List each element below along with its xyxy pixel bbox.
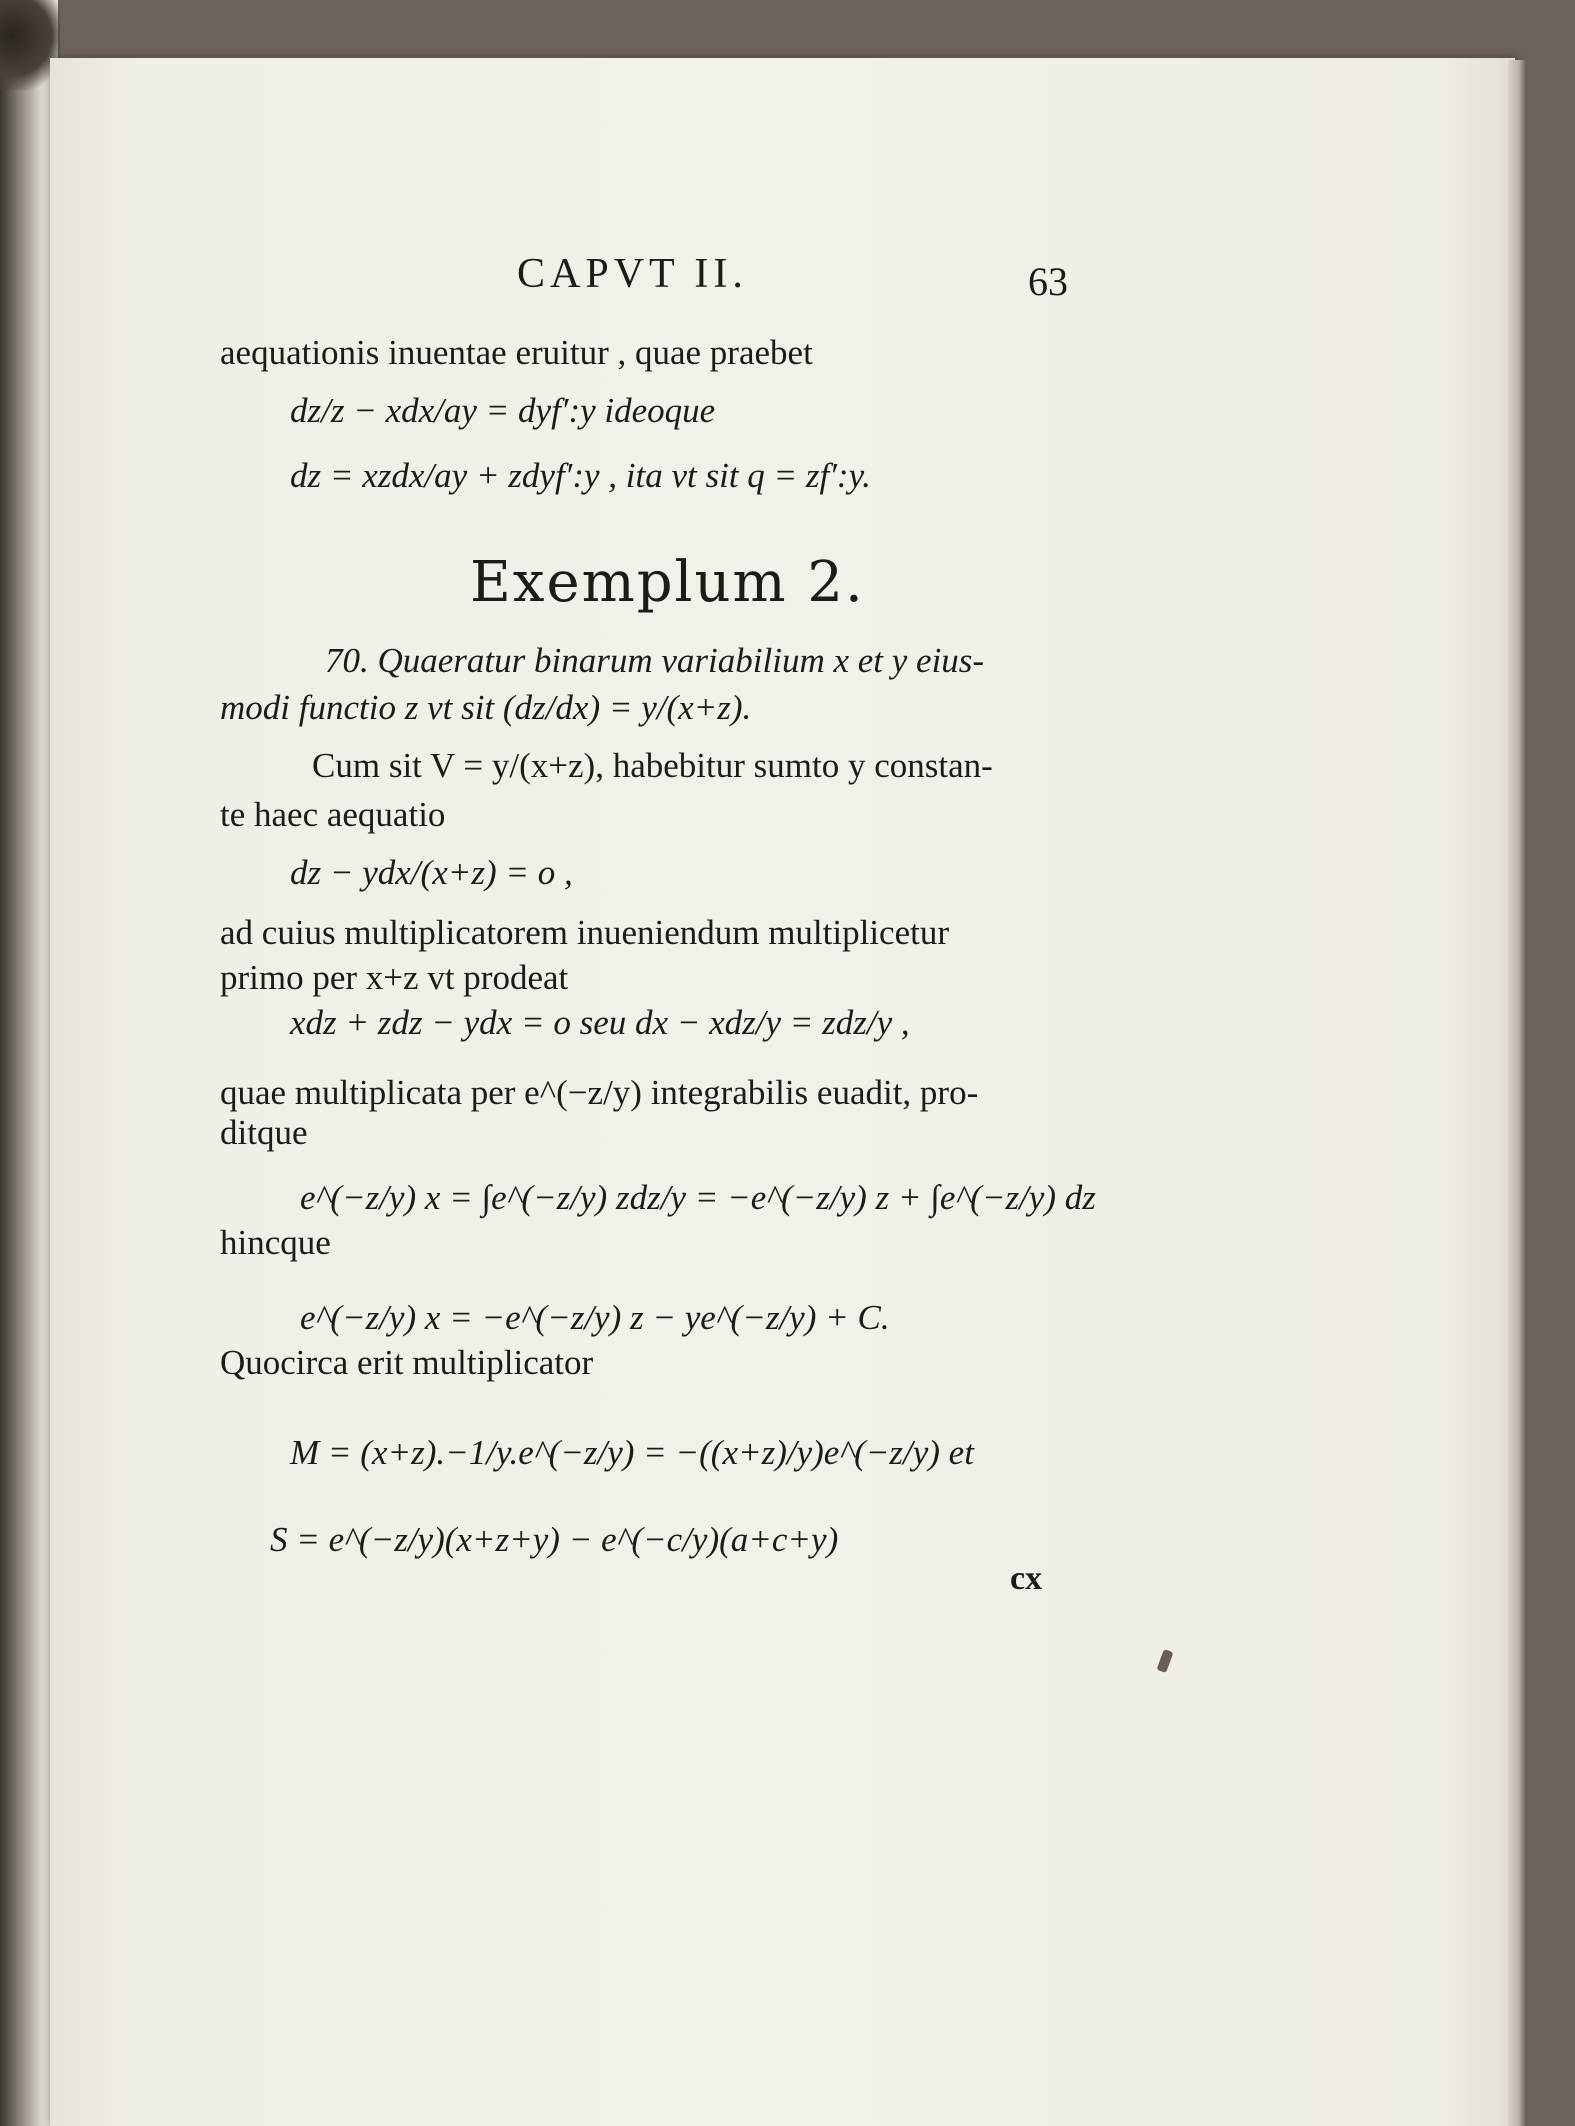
text-line: Cum sit V = y/(x+z), habebitur sumto y constan- (312, 746, 993, 785)
text-line: quae multiplicata per e^(−z/y) integrabilis euadit, pro- (220, 1073, 979, 1112)
text-line: Quocirca erit multiplicator (220, 1343, 594, 1382)
text-line: ditque (220, 1113, 308, 1152)
catchword: cx (1010, 1560, 1043, 1597)
text-line: ad cuius multiplicatorem inueniendum multiplicetur (220, 913, 950, 952)
text-line: aequationis inuentae eruitur , quae praebet (220, 333, 813, 372)
equation-line: dz = xzdx/ay + zdyf′:y , ita vt sit q = zf′:y. (290, 456, 871, 495)
equation-line: xdz + zdz − ydx = o seu dx − xdz/y = zdz/y , (290, 1003, 910, 1042)
text-line: primo per x+z vt prodeat (220, 958, 569, 997)
page-number: 63 (1028, 259, 1068, 304)
running-head: CAPVT II. (517, 251, 748, 297)
equation-line: e^(−z/y) x = ∫e^(−z/y) zdz/y = −e^(−z/y) z + ∫e^(−z/y) dz (300, 1178, 1096, 1217)
problem-statement: 70. Quaeratur binarum variabilium x et y eius- (325, 641, 985, 680)
problem-statement: modi functio z vt sit (dz/dx) = y/(x+z). (220, 688, 752, 727)
equation-line: S = e^(−z/y)(x+z+y) − e^(−c/y)(a+c+y) (270, 1520, 839, 1559)
equation-line: dz − ydx/(x+z) = o , (290, 853, 573, 892)
page-edge (1508, 60, 1526, 2126)
section-title: Exemplum 2. (470, 550, 865, 615)
text-line: hincque (220, 1223, 331, 1262)
equation-line: M = (x+z).−1/y.e^(−z/y) = −((x+z)/y)e^(−z/y) et (290, 1433, 974, 1472)
text-line: te haec aequatio (220, 795, 446, 834)
equation-line: e^(−z/y) x = −e^(−z/y) z − ye^(−z/y) + C. (300, 1298, 890, 1337)
equation-line: dz/z − xdx/ay = dyf′:y ideoque (290, 391, 716, 430)
